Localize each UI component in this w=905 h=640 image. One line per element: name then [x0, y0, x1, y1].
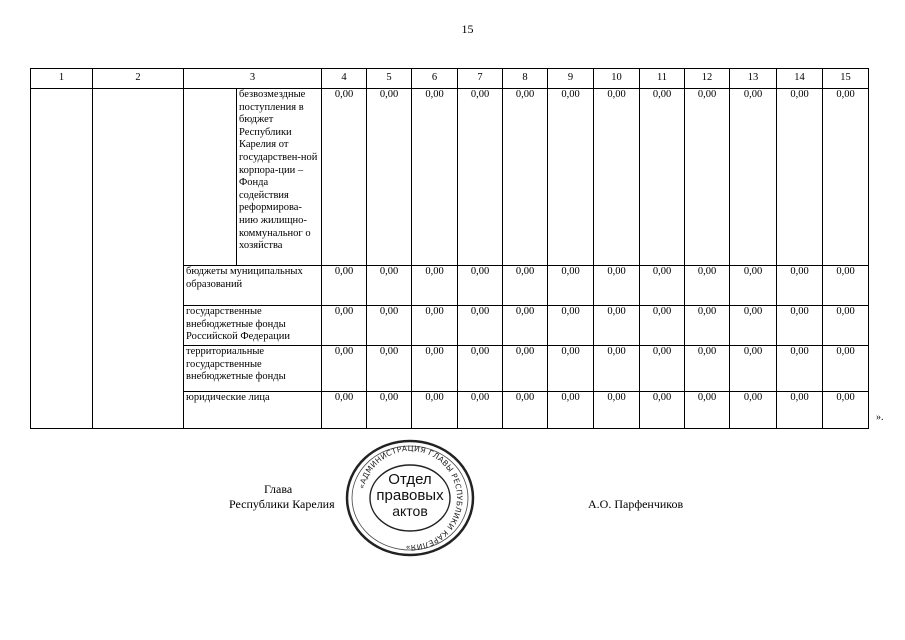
value-cell: 0,00 [594, 346, 640, 392]
value-cell: 0,00 [730, 266, 777, 306]
value-cell: 0,00 [458, 89, 503, 266]
value-cell: 0,00 [777, 392, 823, 429]
value-cell: 0,00 [640, 306, 685, 346]
value-cell: 0,00 [322, 346, 367, 392]
value-cell: 0,00 [594, 392, 640, 429]
row-label: юридические лица [184, 392, 322, 429]
value-cell: 0,00 [548, 89, 594, 266]
col2-cell [93, 89, 184, 429]
value-cell: 0,00 [730, 346, 777, 392]
budget-table [30, 68, 869, 429]
value-cell: 0,00 [548, 266, 594, 306]
value-cell: 0,00 [367, 346, 412, 392]
value-cell: 0,00 [685, 346, 730, 392]
value-cell: 0,00 [322, 266, 367, 306]
value-cell: 0,00 [503, 392, 548, 429]
stamp-line-3: актов [392, 503, 428, 519]
value-cell: 0,00 [640, 392, 685, 429]
value-cell: 0,00 [548, 306, 594, 346]
value-cell: 0,00 [412, 266, 458, 306]
value-cell: 0,00 [367, 306, 412, 346]
header-cell: 6 [412, 69, 458, 89]
value-cell: 0,00 [823, 346, 869, 392]
value-cell: 0,00 [730, 89, 777, 266]
value-cell: 0,00 [685, 392, 730, 429]
value-cell: 0,00 [503, 346, 548, 392]
row-label: государственные внебюджетные фонды Российской Федерации [184, 306, 322, 346]
official-stamp [342, 437, 478, 559]
stamp-line-1: Отдел [388, 471, 432, 488]
row-label: территориальные государственные внебюджетные фонды [184, 346, 322, 392]
value-cell: 0,00 [823, 306, 869, 346]
value-cell: 0,00 [777, 89, 823, 266]
closing-quote: ». [876, 412, 884, 423]
value-cell: 0,00 [594, 306, 640, 346]
value-cell: 0,00 [367, 392, 412, 429]
header-cell: 10 [594, 69, 640, 89]
value-cell: 0,00 [777, 346, 823, 392]
signature-title-line2: Республики Карелия [229, 497, 335, 511]
signature-title-line1: Глава [264, 482, 293, 496]
value-cell: 0,00 [548, 392, 594, 429]
header-cell: 1 [31, 69, 93, 89]
value-cell: 0,00 [503, 306, 548, 346]
header-cell: 11 [640, 69, 685, 89]
stamp-line-2: правовых [376, 487, 444, 504]
value-cell: 0,00 [640, 266, 685, 306]
value-cell: 0,00 [685, 89, 730, 266]
value-cell: 0,00 [730, 306, 777, 346]
value-cell: 0,00 [322, 306, 367, 346]
value-cell: 0,00 [412, 306, 458, 346]
value-cell: 0,00 [503, 89, 548, 266]
col1-cell [31, 89, 93, 429]
value-cell: 0,00 [503, 266, 548, 306]
header-cell: 5 [367, 69, 412, 89]
value-cell: 0,00 [640, 346, 685, 392]
page-number: 15 [461, 22, 474, 36]
header-cell: 14 [777, 69, 823, 89]
value-cell: 0,00 [367, 89, 412, 266]
value-cell: 0,00 [594, 266, 640, 306]
col3-indent-cell [184, 89, 237, 266]
value-cell: 0,00 [458, 392, 503, 429]
value-cell: 0,00 [823, 89, 869, 266]
value-cell: 0,00 [685, 306, 730, 346]
value-cell: 0,00 [823, 392, 869, 429]
value-cell: 0,00 [412, 89, 458, 266]
header-cell: 15 [823, 69, 869, 89]
value-cell: 0,00 [367, 266, 412, 306]
value-cell: 0,00 [685, 266, 730, 306]
header-cell: 7 [458, 69, 503, 89]
value-cell: 0,00 [458, 306, 503, 346]
header-cell: 4 [322, 69, 367, 89]
value-cell: 0,00 [322, 89, 367, 266]
value-cell: 0,00 [458, 266, 503, 306]
table-row [31, 89, 869, 266]
header-row [31, 69, 869, 89]
header-cell: 3 [184, 69, 322, 89]
value-cell: 0,00 [777, 306, 823, 346]
header-cell: 13 [730, 69, 777, 89]
value-cell: 0,00 [548, 346, 594, 392]
value-cell: 0,00 [594, 89, 640, 266]
header-cell: 9 [548, 69, 594, 89]
value-cell: 0,00 [458, 346, 503, 392]
value-cell: 0,00 [412, 392, 458, 429]
value-cell: 0,00 [322, 392, 367, 429]
header-cell: 8 [503, 69, 548, 89]
value-cell: 0,00 [777, 266, 823, 306]
header-cell: 12 [685, 69, 730, 89]
value-cell: 0,00 [412, 346, 458, 392]
header-cell: 2 [93, 69, 184, 89]
row-label: бюджеты муниципальных образований [184, 266, 322, 306]
row-label: безвозмездные поступления в бюджет Республики Карелия от государствен-ной корпора-ции – Фонда содействия реформирова-нию жилищно-коммунальног о хозяйства [237, 89, 322, 266]
value-cell: 0,00 [640, 89, 685, 266]
value-cell: 0,00 [730, 392, 777, 429]
value-cell: 0,00 [823, 266, 869, 306]
signature-name: А.О. Парфенчиков [588, 497, 684, 511]
stamp-ring-text: «АДМИНИСТРАЦИЯ ГЛАВЫ РЕСПУБЛИКИ КАРЕЛИЯ» [356, 443, 465, 553]
